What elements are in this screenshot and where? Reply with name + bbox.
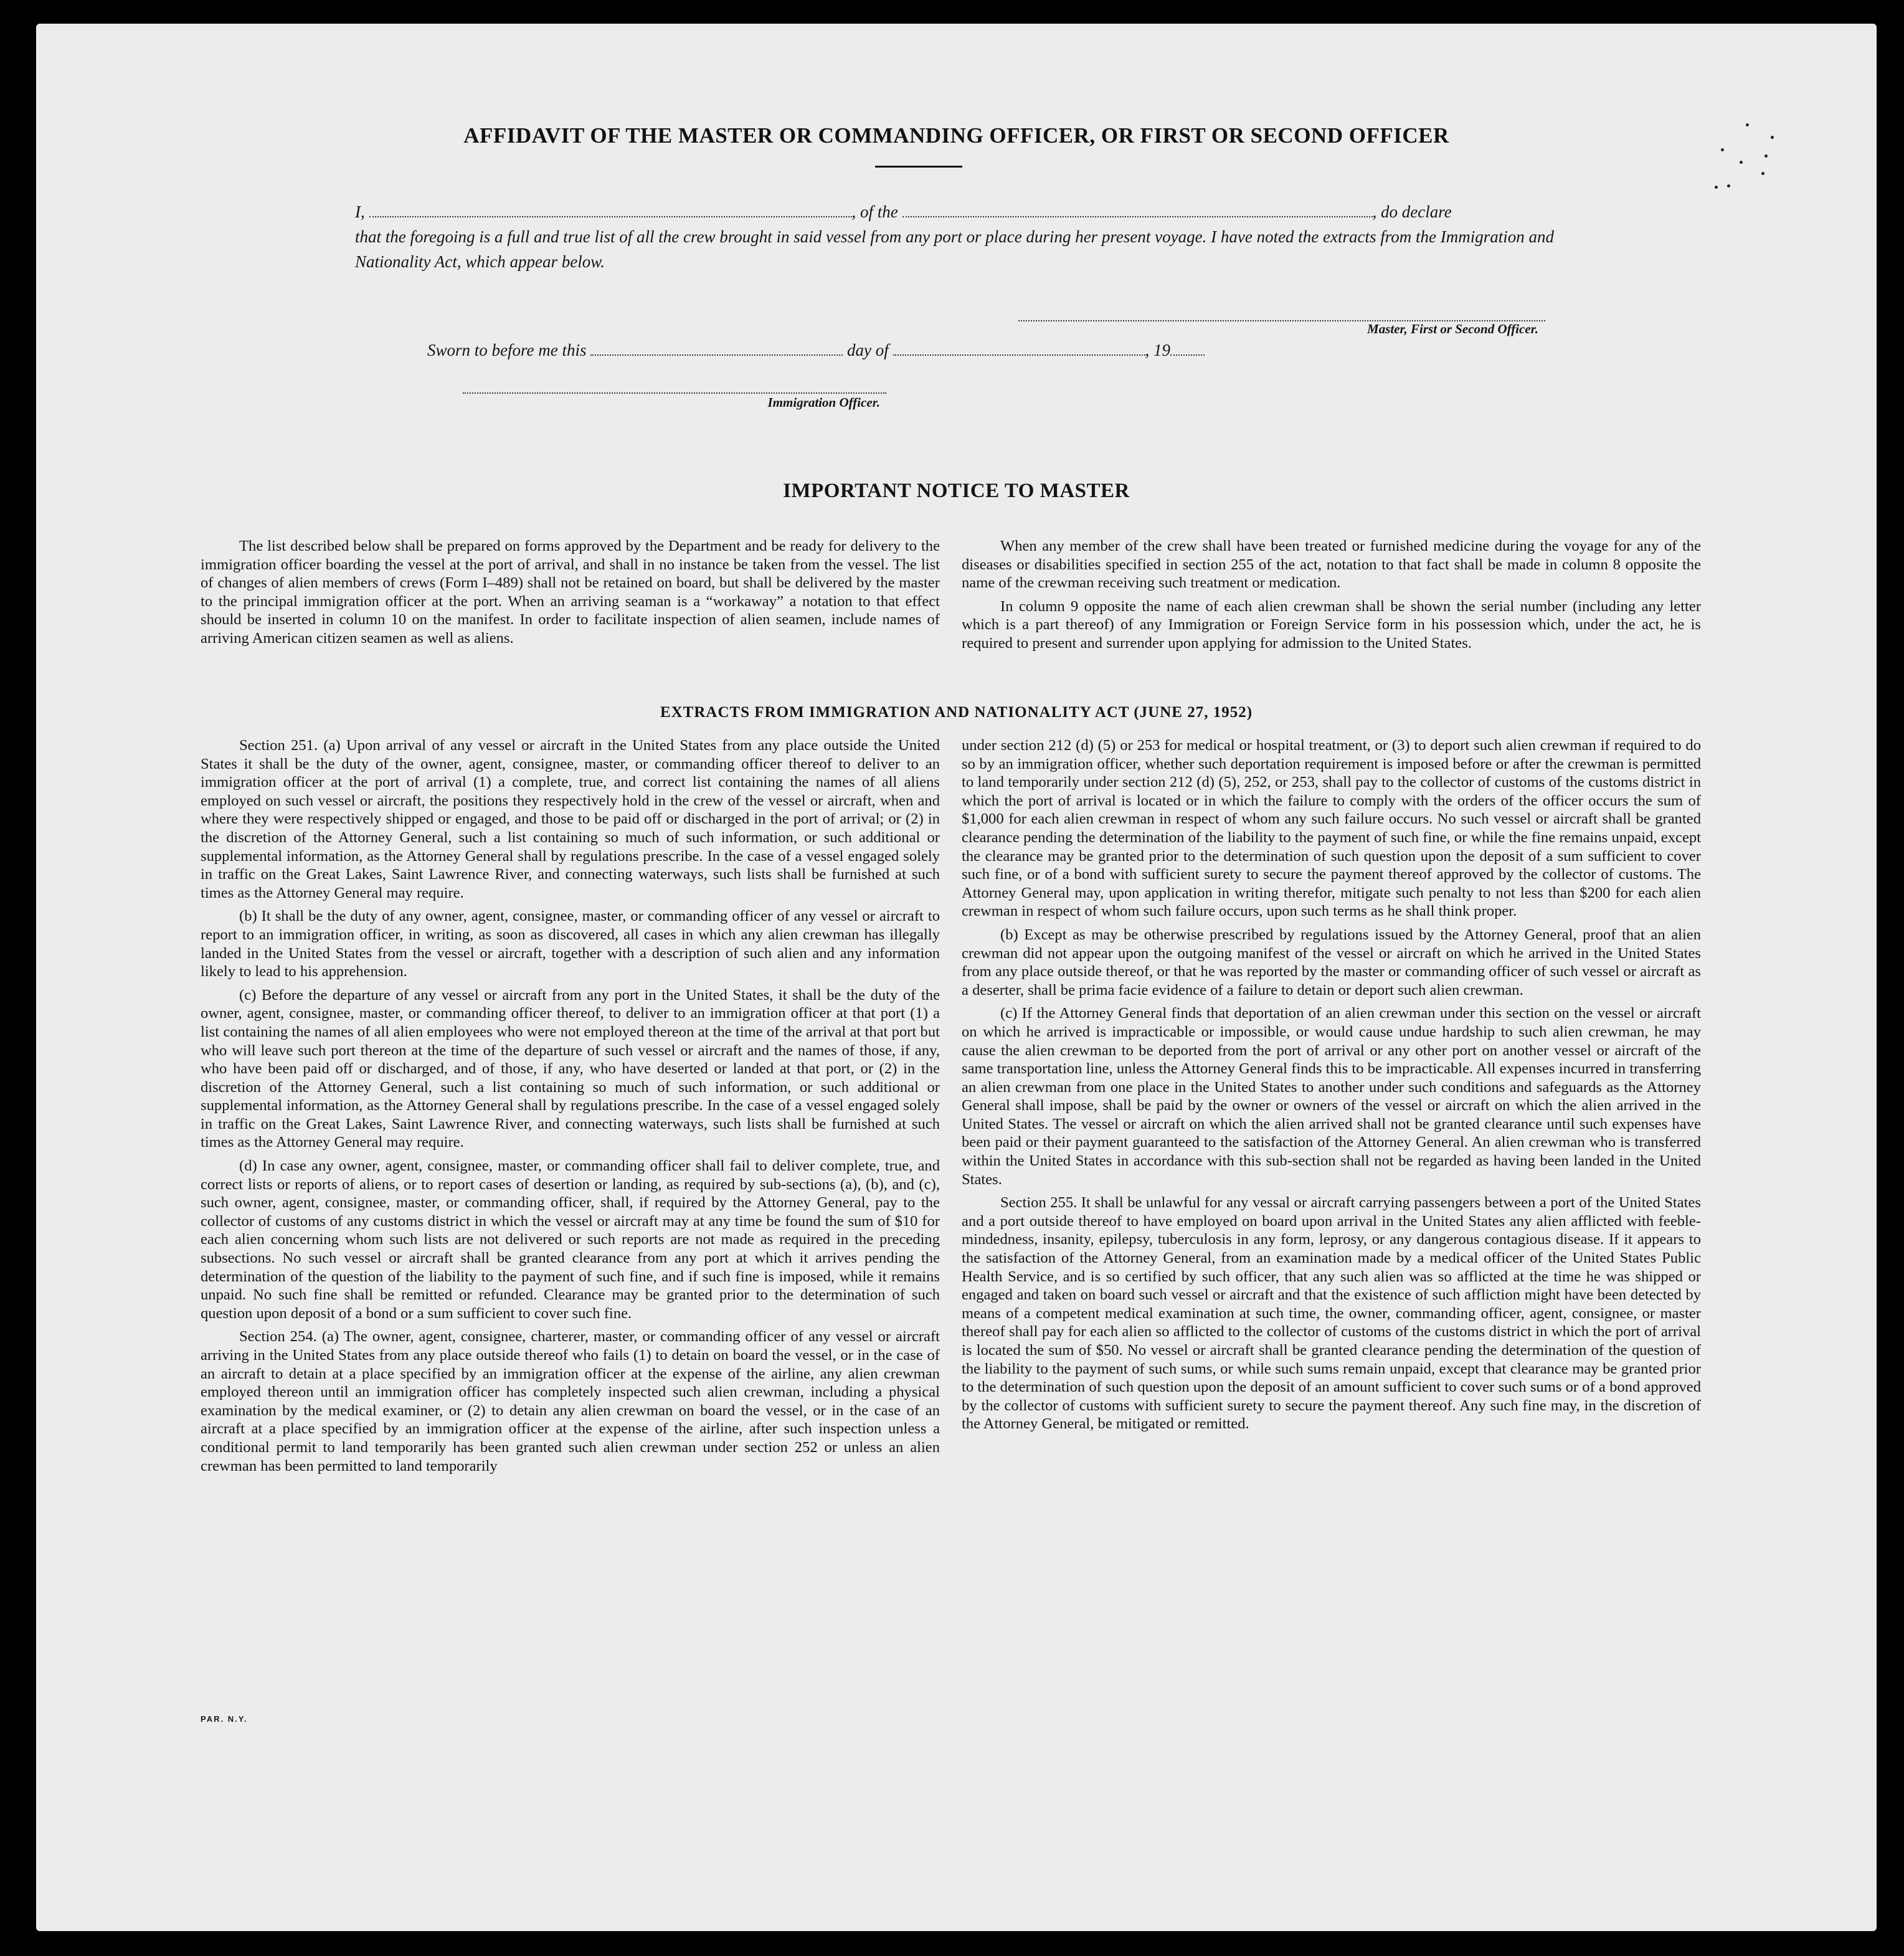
section-251-b: (b) It shall be the duty of any owner, agent, consignee, master, or commanding officer of any vessel or aircraft to report to an immigration officer, in writing, as soon as discovered, all cases in which any alien crewman has illegally landed in the United States from the vessel or aircraft, together with a description of such alien and any information likely to lead to his apprehension. <box>201 908 940 980</box>
document-page <box>36 24 1877 1931</box>
section-254-b: (b) Except as may be otherwise prescribed by regulations issued by the Attorney General, proof that an alien crewman did not appear upon the outgoing manifest of the vessel or aircraft on which he arrived in the United States from any place outside thereof, or that he was reported by the master or commanding officer of such vessel or aircraft as a deserter, shall be prima facie evidence of a failure to detain or deport such alien crewman. <box>962 926 1701 999</box>
declaration-line <box>355 199 1576 224</box>
notice-left-column <box>201 537 940 653</box>
printer-mark: PAR. N.Y. <box>201 1714 248 1724</box>
name-field[interactable] <box>369 201 852 217</box>
sworn-label: Sworn to before me this <box>427 341 587 359</box>
sworn-year-field[interactable] <box>1170 339 1205 356</box>
sworn-line <box>427 338 1648 363</box>
title-rule <box>875 166 962 168</box>
extracts-right-column <box>962 736 1701 1438</box>
extracts-left-column <box>201 736 940 1480</box>
affidavit-title: AFFIDAVIT OF THE MASTER OR COMMANDING OFFICER, OR FIRST OR SECOND OFFICER <box>463 123 1449 148</box>
section-251-a: Section 251. (a) Upon arrival of any vessel or aircraft in the United States from any place outside the United States it shall be the duty of the owner, agent, consignee, master, or commanding officer thereof to deliver to an immigration officer at the port of arrival (1) a complete, true, and correct list containing the names of all aliens employed on such vessel or aircraft, the positions they respectively hold in the crew of the vessel or aircraft, when and where they were respectively shipped or engaged, and those to be paid off or discharged in the port of arrival; or (2) in the discretion of the Attorney General, such a list containing so much of such information, or such additional or supplemental information, as the Attorney General shall by regulations prescribe. In the case of a vessel engaged solely in traffic on the Great Lakes, Saint Lawrence River, and connecting waterways, such lists shall be furnished at such times as the Attorney General may require. <box>201 737 940 901</box>
day-of-label: day of <box>847 341 889 359</box>
notice-paragraph: In column 9 opposite the name of each alien crewman shall be shown the serial number (including any letter which is a part thereof) of any Immigration or Foreign Service form in his possession which, under the act, he is required to present and surrender upon applying for admission to the United States. <box>962 597 1701 652</box>
immigration-officer-field[interactable] <box>463 392 886 394</box>
notice-paragraph: The list described below shall be prepared on forms approved by the Department and be ready for delivery to the immigration officer boarding the vessel at the port of arrival, and shall in no instance be taken from the vessel. The list of changes of alien members of crews (Form I–489) shall not be retained on board, but shall be delivered by the master to the principal immigration officer at the port. When an arriving seaman is a “workaway” a notation to that effect should be inserted in column 10 on the manifest. In order to facilitate inspection of alien seamen, include names of arriving American citizen seamen as well as aliens. <box>201 538 940 647</box>
extracts-title: EXTRACTS FROM IMMIGRATION AND NATIONALITY ACT (JUNE 27, 1952) <box>660 704 1253 721</box>
immigration-officer-label: Immigration Officer. <box>767 395 880 410</box>
notice-title: IMPORTANT NOTICE TO MASTER <box>783 480 1130 502</box>
vessel-field[interactable] <box>902 201 1373 217</box>
section-251-d: (d) In case any owner, agent, consignee, master, or commanding officer shall fail to deliver complete, true, and correct lists or reports of aliens, or to report cases of desertion or landing, as required by sub-sections (a), (b), and (c), such owner, agent, consignee, master, or commanding officer, shall, if required by the Attorney General, pay to the collector of customs of any customs district in which the vessel or aircraft may at any time be found the sum of $10 for each alien concerning whom such lists are not delivered or such reports are not made as required in the preceding subsections. No such vessel or aircraft shall be granted clearance from any port at which it arrives pending the determination of the question of the liability to the payment of such fine, and if such fine is imposed, while it remains unpaid. No such fine shall be remitted or refunded. Clearance may be granted prior to the determination of such question upon deposit of a bond or a sum sufficient to cover such fine. <box>201 1157 940 1322</box>
section-254-a-continued: under section 212 (d) (5) or 253 for medical or hospital treatment, or (3) to deport such alien crewman if required to do so by an immigration officer, whether such deportation requirement is imposed before or after the crewman is permitted to land temporarily under section 212 (d) (5), 252, or 253, shall pay to the collector of customs of the customs district in which the port of arrival is located or in which the failure to comply with the orders of the officer occurs the sum of $1,000 for each alien crewman in respect of whom any such failure occurs. No such vessel or aircraft shall be granted clearance pending the determination of the liability to the payment of such fine, or while the fine remains unpaid, except the clearance may be granted prior to the determination of such question upon the deposit of a sum sufficient to cover such fine, or of a bond with sufficient surety to secure the payment thereof approved by the collector of customs. The Attorney General may, upon application in writing therefor, mitigate such penalty to not less than $200 for each alien crewman in respect of whom such failure occurs, upon such terms as he shall think proper. <box>962 737 1701 920</box>
of-the-label: , of the <box>851 202 898 221</box>
notice-right-column <box>962 537 1701 658</box>
section-255: Section 255. It shall be unlawful for any vessal or aircraft carrying passengers between a port of the United States and a port outside thereof to have employed on board upon arrival in the United States any alien afflicted with feeble-mindedness, insanity, epilepsy, tuberculosis in any form, leprosy, or any dangerous contagious disease. If it appears to the satisfaction of the Attorney General, from an examination made by a medical officer of the United States Public Health Service, and is so certified by such officer, that any such alien was so afflicted at the time he was shipped or engaged and taken on board such vessel or aircraft and that the existence of such affliction might have been detected by means of a competent medical examination at such time, the owner, commanding officer, agent, consignee, or master thereof shall pay for each alien so afflicted to the collector of customs of the customs district in which the port of arrival is located the sum of $50. No vessel or aircraft shall be granted clearance pending the determination of the question of the liability to the payment of such sums, or while such sums remain unpaid, except that clearance may be granted prior to the determination of such question upon the deposit of an amount sufficient to cover such sums or of a bond approved by the collector of customs with sufficient surety to secure the payment thereof. Any such fine may, in the discretion of the Attorney General, be mitigated or remitted. <box>962 1194 1701 1433</box>
i-label: I, <box>355 202 365 221</box>
section-254-a: Section 254. (a) The owner, agent, consignee, charterer, master, or commanding officer of any vessel or aircraft arriving in the United States from any place outside thereof who fails (1) to detain on board the vessel, or in the case of an aircraft to detain at a place specified by an immigration officer at the expense of the airline, any alien crewman employed thereon until an immigration officer has completely inspected such alien crewman, including a physical examination by the medical examiner, or (2) to detain any alien crewman on board the vessel, or in the case of an aircraft at a place specified by an immigration officer at the expense of the airline, after such inspection unless a conditional permit to land temporarily has been granted such alien crewman under section 252 or unless an alien crewman has been permitted to land temporarily <box>201 1328 940 1474</box>
section-254-c: (c) If the Attorney General finds that deportation of an alien crewman under this section on the vessel or aircraft on which he arrived is impracticable or impossible, or would cause undue hardship to such alien crewman, he may cause the alien crewman to be deported from the port of arrival or any other port on another vessel or aircraft of the same transportation line, unless the Attorney General finds this to be impracticable. All expenses incurred in transferring an alien crewman from one place in the United States to another under such conditions and safeguards as the Attorney General shall impose, shall be paid by the owner or owners of the vessel or aircraft on which the alien arrived in the United States. The vessel or aircraft on which the alien arrived shall not be granted clearance until such expenses have been paid or their payment guaranteed to the satisfaction of the Attorney General. An alien crewman who is transferred within the United States in accordance with this sub-section shall not be regarded as having been landed in the United States. <box>962 1005 1701 1188</box>
notice-paragraph: When any member of the crew shall have been treated or furnished medicine during the voyage for any of the diseases or disabilities specified in section 255 of the act, notation to that fact shall be made in column 8 opposite the name of the crewman receiving such treatment or medication. <box>962 538 1701 592</box>
declaration-text: that the foregoing is a full and true list of all the crew brought in said vessel from any port or place during her present voyage. I have noted the extracts from the Immigration and Nationality Act, which appear below. <box>355 227 1555 271</box>
master-signature-label: Master, First or Second Officer. <box>1367 321 1538 336</box>
year-label: , 19 <box>1145 341 1170 359</box>
do-declare-label: , do declare <box>1372 202 1452 221</box>
section-251-c: (c) Before the departure of any vessel or aircraft from any port in the United States, it shall be the duty of the owner, agent, consignee, master, or commanding officer thereof, to deliver to an immigration officer at that port (1) a list containing the names of all alien employees who were not employed thereon at the time of the arrival at that port but who will leave such port thereon at the time of the departure of such vessel or aircraft and the names of those, if any, who have been paid off or discharged, and of those, if any, who have deserted or landed at that port, or (2) in the discretion of the Attorney General, such a list containing so much of such information, or such additional or supplemental information, as the Attorney General shall by regulations prescribe. In the case of a vessel engaged solely in traffic on the Great Lakes, Saint Lawrence River, and connecting waterways, such lists shall be furnished at such times as the Attorney General may require. <box>201 986 940 1151</box>
sworn-day-field[interactable] <box>590 339 843 356</box>
sworn-month-field[interactable] <box>893 339 1145 356</box>
